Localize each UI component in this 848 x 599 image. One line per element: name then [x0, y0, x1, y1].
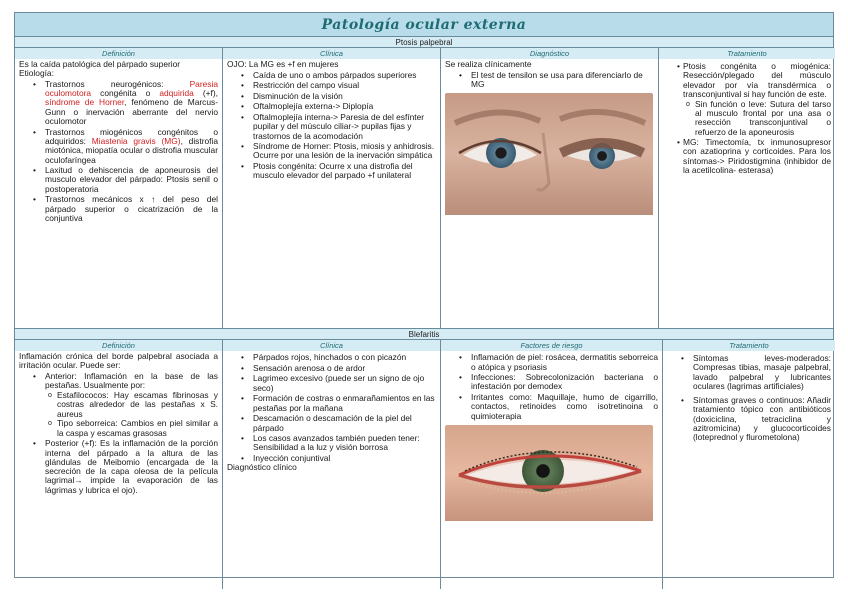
- ptosis-clinica-intro: OJO: La MG es +f en mujeres: [227, 59, 339, 69]
- ptosis-definicion-cell: [15, 59, 223, 328]
- header-factores: Factores de riesgo: [441, 340, 663, 351]
- list-item: • Lagrimeo excesivo (puede ser un signo de ojo seco): [227, 374, 436, 393]
- sublist: [45, 391, 218, 438]
- list-item: • Ptosis congénita: Ocurre x una distrofia del musculo elevador del parpado +f unilateral: [227, 162, 436, 181]
- ptosis-etiologia: Etiología:: [19, 68, 54, 79]
- header-clinica: Clínica: [223, 48, 441, 59]
- list-item: • Oftalmoplejía externa-> Diplopía: [227, 102, 436, 111]
- ptosis-diagnostico-cell: [441, 59, 659, 328]
- list-item: • Formación de costras o enmarañamientos en las pestañas por la mañana: [227, 394, 436, 413]
- blef-tratamiento-list: [667, 354, 831, 443]
- blef-clinica-list: [227, 353, 436, 463]
- list-item: o Sin función o leve: Sutura del tarso al musculo frontal por una asa o resección transconjuntival o refuerzo de la aponeurosis: [683, 100, 831, 137]
- list-item: • Inflamación de piel: rosácea, dermatitis seborreica o atópica y psoriasis: [445, 353, 658, 372]
- header-diagnostico: Diagnóstico: [441, 48, 659, 59]
- list-item: o Tipo seborreica: Cambios en piel similar a la caspa y escamas grasosas: [45, 419, 218, 438]
- ptosis-eye-photo: [445, 93, 653, 217]
- list-item: • Párpados rojos, hinchados o con picazón: [227, 353, 436, 362]
- tratamiento-list: [663, 62, 831, 175]
- section-ptosis: Ptosis palpebral: [15, 37, 833, 48]
- list-item: o Estafilococos: Hay escamas fibrinosas y costras alrededor de las pestañas x S. aureus: [45, 391, 218, 419]
- header-tratamiento: Tratamiento: [659, 48, 835, 59]
- blef-factores-list: [445, 353, 658, 421]
- list-item: • Caída de uno o ambos párpados superiores: [227, 71, 436, 80]
- list-item: • Irritantes como: Maquillaje, humo de cigarrillo, contactos, retinoides como isotretinoina o quimioterapia: [445, 393, 658, 421]
- ptosis-tratamiento-cell: [659, 59, 835, 328]
- header-tratamiento: Tratamiento: [663, 340, 835, 351]
- list-item: • El test de tensilon se usa para diferenciarlo de MG: [445, 71, 654, 90]
- ptosis-eyes-image: [445, 93, 653, 215]
- list-item: • Sensación arenosa o de ardor: [227, 364, 436, 373]
- header-definicion: Definición: [15, 48, 223, 59]
- list-item: • Trastornos miogénicos congénitos o adquiridos: Miastenia gravis (MG), distrofia miotónica, miopatía ocular o distrofia muscular oculofaríngea: [19, 128, 218, 165]
- ptosis-diag-intro: Se realiza clínicamente: [445, 59, 532, 69]
- blef-factores-cell: [441, 351, 663, 589]
- section-blefaritis: Blefaritis: [15, 329, 833, 340]
- blef-tratamiento-cell: [663, 351, 835, 589]
- etiologia-list: [19, 80, 218, 223]
- blefaritis-header-row: [15, 340, 833, 351]
- blefaritis-eye-image: [445, 425, 653, 521]
- blef-clinica-outro: Diagnóstico clínico: [227, 462, 297, 473]
- page-title: Patología ocular externa: [15, 13, 833, 37]
- list-item: • Laxitud o dehiscencia de aponeurosis del musculo elevador del párpado: Ptosis senil o postoperatoria: [19, 166, 218, 194]
- list-item: • Ptosis congénita o miogénica: Resección/plegado del músculo elevador por vía transdérmica o transconjuntival si hay función de este. o Sin función o leve: Sutura del tarso al musculo frontal por una asa o resección transconjuntival o refuerzo de la aponeurosis: [663, 62, 831, 137]
- header-definicion: Definición: [15, 340, 223, 351]
- list-item: • Síndrome de Horner: Ptosis, miosis y anhidrosis. Ocurre por una lesión de la inervación simpática: [227, 142, 436, 161]
- list-item: • Trastornos neurogénicos: Paresia oculomotora congénita o adquirida (+f), síndrome de Horner, fenómeno de Marcus-Gunn o inervación aberrante del nervio oculomotor: [19, 80, 218, 126]
- list-item: • Síntomas graves o continuos: Añadir tratamiento tópico con antibióticos (doxiciclina, tetraciclina y azitromicina) y glucocorticoides (loteprednol y flurometolona): [667, 396, 831, 442]
- diagnostico-list: [445, 71, 654, 90]
- list-item: • MG: Timectomía, tx inmunosupresor con azatioprina y corticoides. Para los síntomas-> Piridostigmina (inhibidor de la acetilcolina- esterasa): [663, 138, 831, 175]
- list-item: • Descamación o descamación de la piel del párpado: [227, 414, 436, 433]
- list-item: • Posterior (+f): Es la inflamación de la porción interna del párpado a la altura de las glándulas de Meibomio (encargada de la secreción de la capa oleosa de la película lagrimal→ impide la evaporación de las lágrimas y lubrica el ojo).: [19, 439, 218, 495]
- ptosis-body-row: [15, 59, 833, 329]
- blef-definicion-cell: [15, 351, 223, 589]
- list-item: • Los casos avanzados también pueden tener: Sensibilidad a la luz y visión borrosa: [227, 434, 436, 453]
- list-item: • Oftalmoplejía interna-> Paresia de del esfínter pupilar y del músculo ciliar-> pupilas fijas y trastornos de la acomodación: [227, 113, 436, 141]
- blefaritis-body-row: [15, 351, 833, 589]
- list-item: • Infecciones: Sobrecolonización bacteriana o infestación por demodex: [445, 373, 658, 392]
- blef-def-list: [19, 372, 218, 495]
- blef-clinica-cell: [223, 351, 441, 589]
- ptosis-def-intro: Es la caída patológica del párpado superior: [19, 59, 181, 69]
- clinica-list: [227, 71, 436, 181]
- list-item: • Síntomas leves-moderados: Compresas tibias, masaje palpebral, lavado palpebral y lubricantes oculares (lagrimas artificiales): [667, 354, 831, 391]
- header-clinica: Clínica: [223, 340, 441, 351]
- list-item: • Anterior: Inflamación en la base de las pestañas. Usualmente por: o Estafilococos: Hay escamas fibrinosas y costras alrededor de las pestañas x S. aureus o Tipo seborreica: Cambios en piel similar a la caspa y escamas grasosas: [19, 372, 218, 438]
- ptosis-clinica-cell: [223, 59, 441, 328]
- list-item: • Restricción del campo visual: [227, 81, 436, 90]
- list-item: • Disminución de la visión: [227, 92, 436, 101]
- list-item: • Inyección conjuntival: [227, 454, 436, 463]
- ptosis-header-row: [15, 48, 833, 59]
- sublist: [683, 100, 831, 137]
- blef-def-intro: Inflamación crónica del borde palpebral asociada a irritación ocular. Puede ser:: [19, 351, 218, 371]
- list-item: • Trastornos mecánicos x ↑ del peso del párpado superior o cicatrización de la conjuntiva: [19, 195, 218, 223]
- blefaritis-eye-photo: [445, 425, 653, 523]
- summary-sheet: [14, 12, 834, 578]
